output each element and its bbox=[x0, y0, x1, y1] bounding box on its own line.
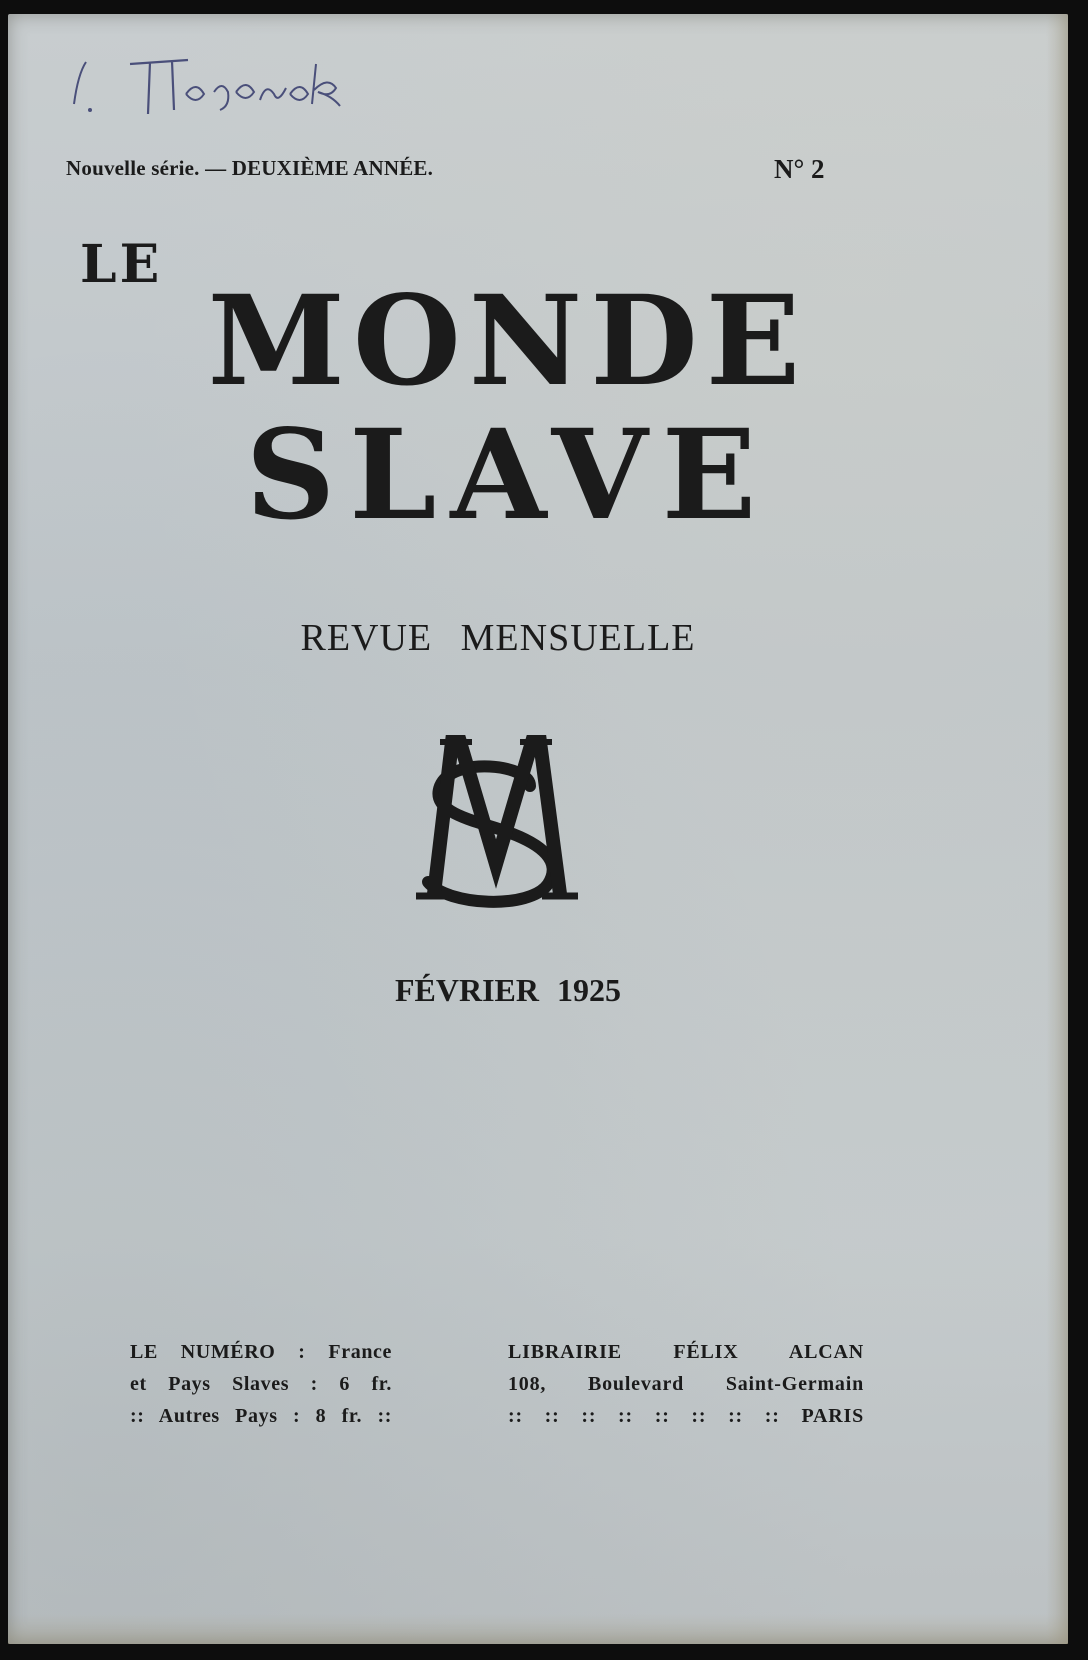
price-block bbox=[130, 1336, 392, 1432]
svg-text:MS: MS bbox=[412, 734, 414, 735]
title-le: LE bbox=[80, 234, 163, 295]
monogram-ms-logo-icon bbox=[412, 734, 582, 914]
series-line: Nouvelle série. — DEUXIÈME ANNÉE. bbox=[66, 156, 434, 180]
paper-edge-shadow-bottom bbox=[8, 1614, 1068, 1644]
price-line-2: et Pays Slaves : 6 fr. bbox=[130, 1373, 392, 1395]
title-monde: MONDE bbox=[207, 269, 809, 414]
svg-text:р. Годонок: р. Годонок bbox=[68, 34, 73, 35]
issue-number: N° 2 bbox=[774, 154, 825, 184]
issue-date: FÉVRIER 1925 bbox=[394, 972, 621, 1008]
subtitle: REVUE MENSUELLE bbox=[300, 617, 696, 659]
price-line-3: :: Autres Pays : 8 fr. :: bbox=[130, 1405, 392, 1427]
publisher-address: 108, Boulevard Saint-Germain bbox=[508, 1373, 864, 1395]
magazine-cover bbox=[8, 14, 1068, 1644]
title-slave: SLAVE bbox=[245, 403, 771, 548]
publisher-name: LIBRAIRIE FÉLIX ALCAN bbox=[508, 1341, 864, 1363]
publisher-block bbox=[508, 1336, 864, 1432]
handwritten-signature bbox=[68, 34, 368, 124]
price-line-1: LE NUMÉRO : France bbox=[130, 1341, 392, 1363]
publisher-city: :: :: :: :: :: :: :: :: PARIS bbox=[508, 1405, 864, 1427]
paper-edge-shadow bbox=[1046, 14, 1068, 1644]
